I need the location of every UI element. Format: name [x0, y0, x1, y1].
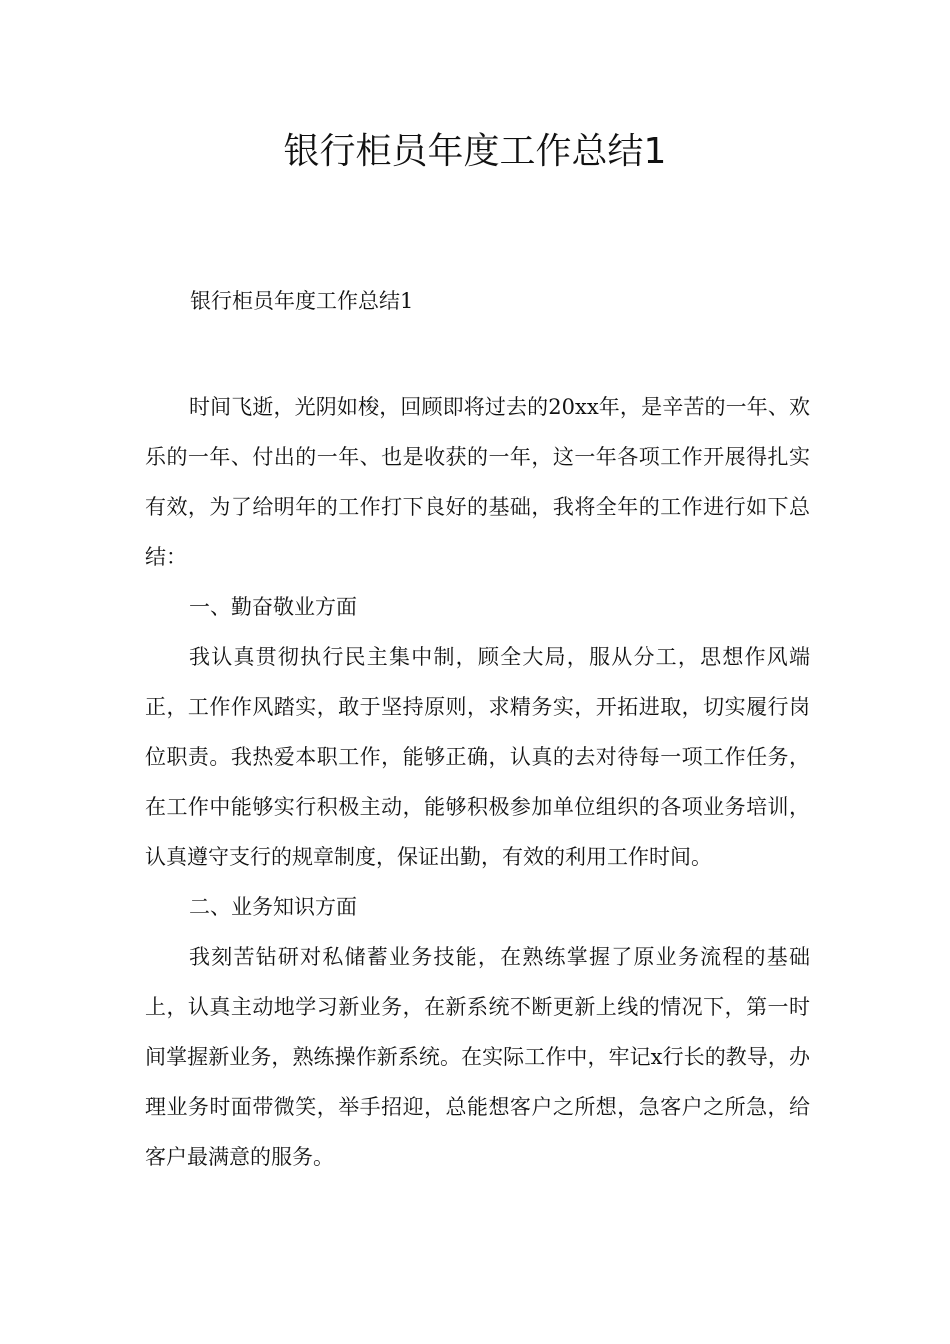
diligence-paragraph: 我认真贯彻执行民主集中制，顾全大局，服从分工，思想作风端正，工作作风踏实，敢于坚持原则，求精务实，开拓进取，切实履行岗位职责。我热爱本职工作，能够正确，认真的去对待每一项工作任务，在工作中能够实行积极主动，能够积极参加单位组织的各项业务培训，认真遵守支行的规章制度，保证出勤，有效的利用工作时间。 — [145, 645, 810, 869]
section-heading-diligence: 一、勤奋敬业方面 — [189, 595, 357, 619]
document-title: 银行柜员年度工作总结1 — [283, 131, 667, 172]
section-heading-knowledge: 二、业务知识方面 — [189, 895, 357, 919]
document-subtitle: 银行柜员年度工作总结1 — [190, 289, 414, 313]
knowledge-paragraph: 我刻苦钻研对私储蓄业务技能，在熟练掌握了原业务流程的基础上，认真主动地学习新业务，在新系统不断更新上线的情况下，第一时间掌握新业务，熟练操作新系统。在实际工作中，牢记x行长的教导，办理业务时面带微笑，举手招迎，总能想客户之所想，急客户之所急，给客户最满意的服务。 — [145, 945, 810, 1169]
document-body — [145, 382, 810, 1182]
intro-paragraph: 时间飞逝，光阴如梭，回顾即将过去的20xx年，是辛苦的一年、欢乐的一年、付出的一年、也是收获的一年，这一年各项工作开展得扎实有效，为了给明年的工作打下良好的基础，我将全年的工作进行如下总结： — [145, 395, 810, 569]
